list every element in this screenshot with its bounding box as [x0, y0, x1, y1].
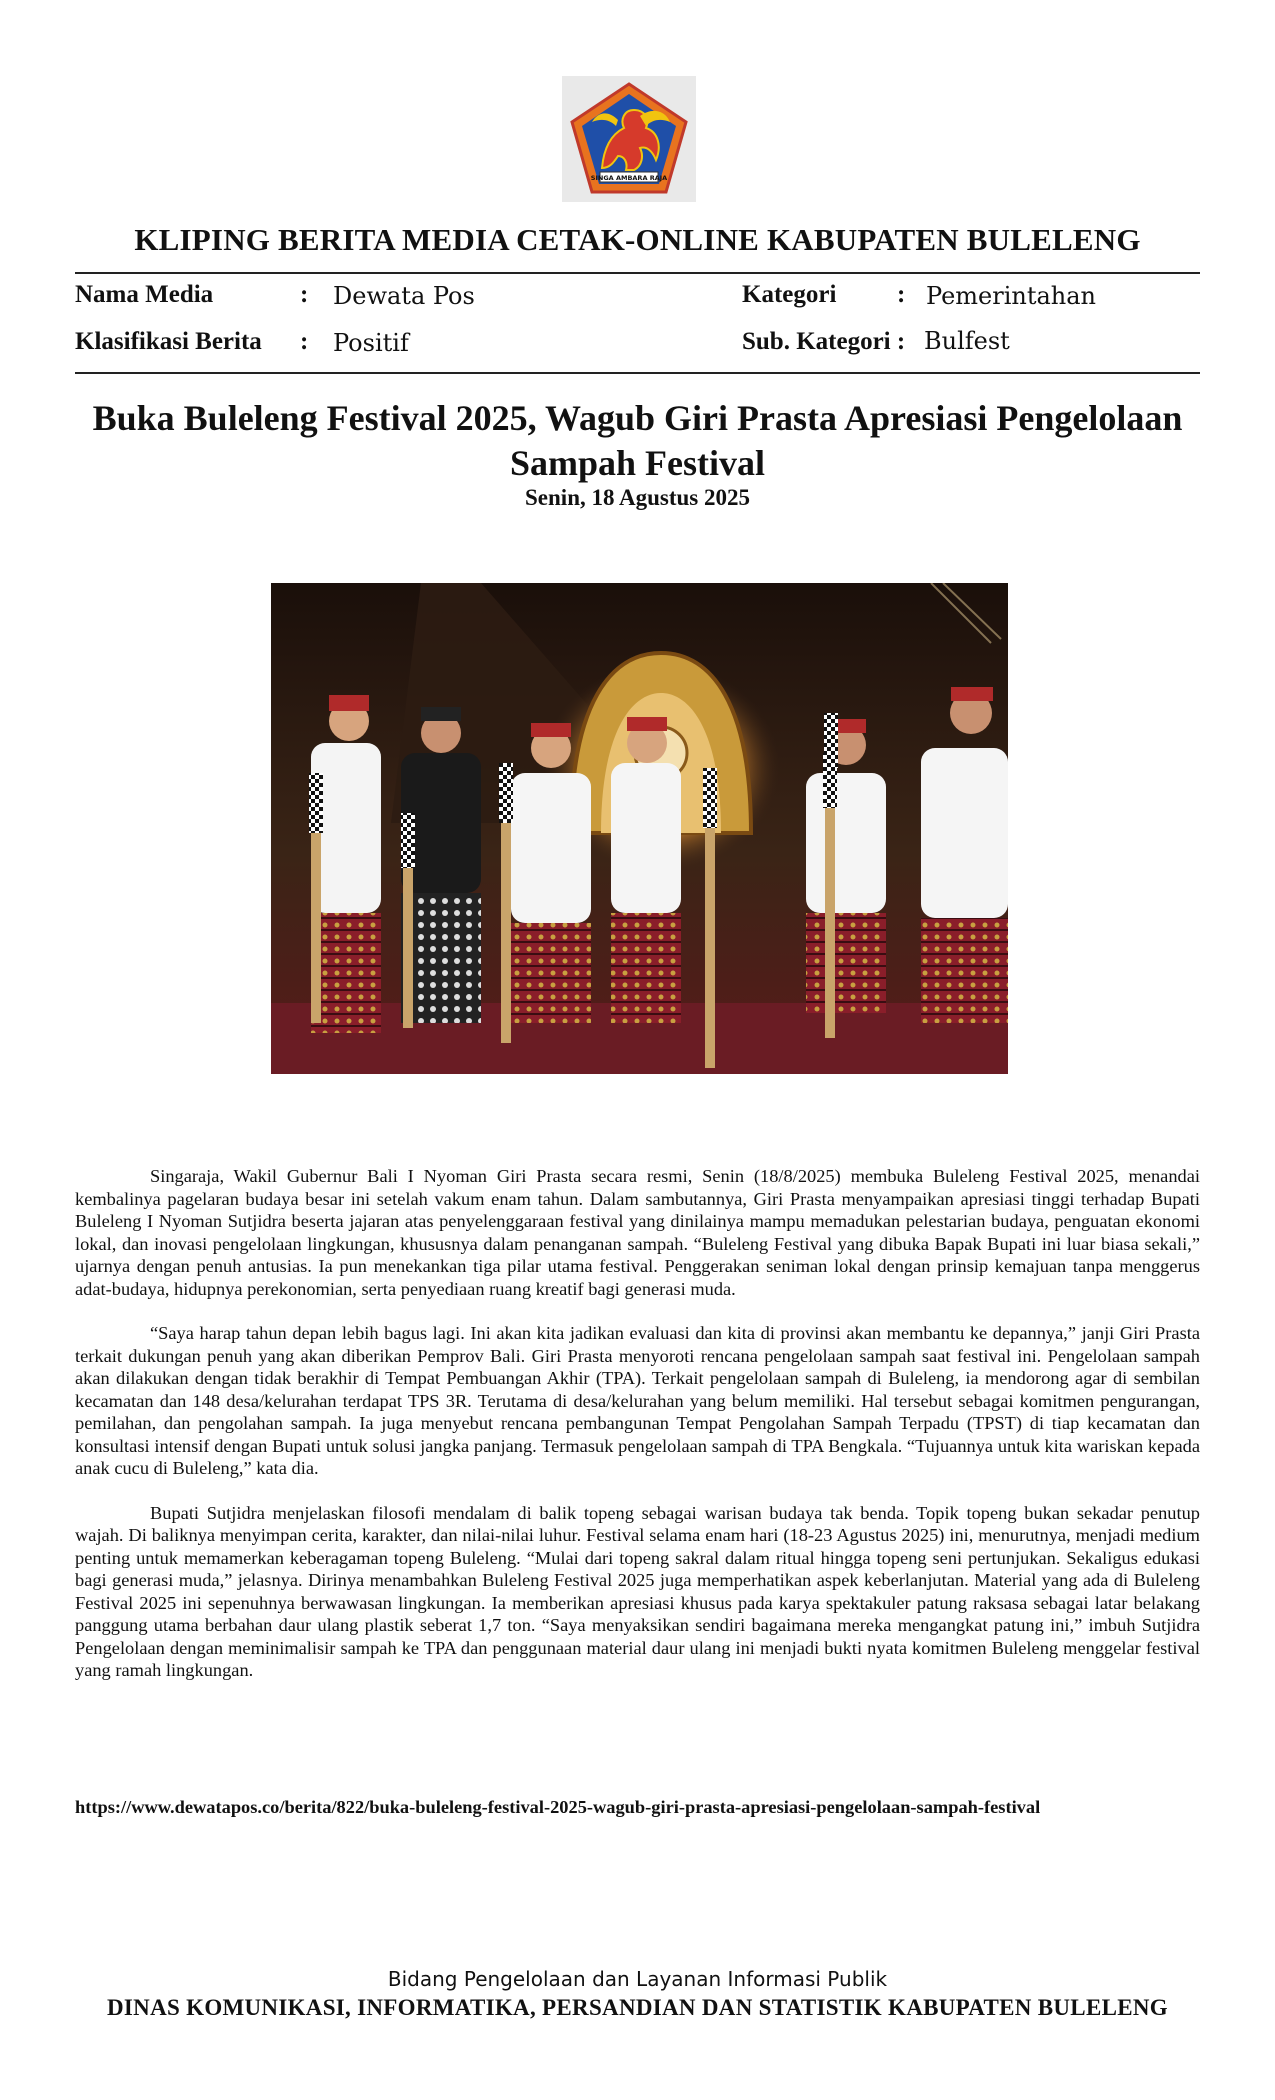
article-date: Senin, 18 Agustus 2025 — [525, 485, 750, 510]
kategori-colon: : — [897, 281, 906, 308]
klasifikasi-row — [75, 328, 262, 356]
klasifikasi-label: Klasifikasi Berita — [75, 328, 262, 355]
nama-media-label: Nama Media — [75, 281, 214, 308]
klasifikasi-colon: : — [300, 328, 309, 355]
article-title: Buka Buleleng Festival 2025, Wagub Giri Prasta Apresiasi Pengelolaan Sampah Festival — [92, 398, 1183, 483]
kategori-label: Kategori — [742, 281, 837, 308]
article-photo — [271, 583, 1008, 1074]
kategori-row — [742, 281, 836, 309]
nama-media-colon: : — [300, 281, 309, 308]
buleleng-regency-logo — [562, 76, 696, 202]
clipping-header-title: KLIPING BERITA MEDIA CETAK-ONLINE KABUPATEN BULELENG — [134, 222, 1141, 257]
sub-kategori-row — [742, 328, 905, 356]
article-paragraph: Singaraja, Wakil Gubernur Bali I Nyoman Giri Prasta secara resmi, Senin (18/8/2025) membuka Buleleng Festival 2025, menandai kembalinya pagelaran budaya besar ini setelah vakum enam tahun. Dalam sambutannya, Giri Prasta menyampaikan apresiasi tinggi terhadap Bupati Buleleng I Nyoman Sutjidra beserta jajaran atas penyelenggaraan festival yang dinilainya mampu memadukan pelestarian budaya, penguatan ekonomi lokal, dan inovasi pengelolaan lingkungan, khususnya dalam penanganan sampah. “Buleleng Festival yang dibuka Bapak Bupati ini luar biasa sekali,” ujarnya dengan penuh antusias. Ia pun menekankan tiga pilar utama festival. Penggerakan seniman lokal dengan prinsip kemajuan tanpa menggerus adat-budaya, hidupnya perekonomian, serta penyediaan ruang kreatif bagi generasi muda. — [75, 1166, 1200, 1299]
sub-kategori-value: Bulfest — [924, 327, 1010, 355]
kategori-value: Pemerintahan — [926, 282, 1097, 310]
article-paragraph: “Saya harap tahun depan lebih bagus lagi. Ini akan kita jadikan evaluasi dan kita di provinsi akan membantu ke depannya,” janji Giri Prasta terkait dukungan penuh yang akan diberikan Pemprov Bali. Giri Prasta menyoroti rencana pengelolaan sampah saat festival ini. Pengelolaan sampah akan dilakukan dengan tidak berakhir di Tempat Pembuangan Akhir (TPA). Terkait pengelolaan sampah di Buleleng, ia mendorong agar di sembilan kecamatan dan 148 desa/kelurahan terdapat TPS 3R. Terutama di desa/kelurahan yang belum memiliki. Hal tersebut sebagai komitmen pengurangan, pemilahan, dan pengolahan sampah. Ia juga menyebut rencana pembangunan Tempat Pengolahan Sampah Terpadu (TPST) di tiap kecamatan dan konsultasi intensif dengan Bupati untuk solusi jangka panjang. Termasuk pengelolaan sampah di TPA Bengkala. “Tujuannya untuk kita wariskan kepada anak cucu di Buleleng,” kata dia. — [75, 1323, 1200, 1478]
footer-office: DINAS KOMUNIKASI, INFORMATIKA, PERSANDIAN DAN STATISTIK KABUPATEN BULELENG — [107, 1995, 1168, 2020]
klasifikasi-value: Positif — [333, 329, 409, 357]
source-url-link[interactable]: https://www.dewatapos.co/berita/822/buka-buleleng-festival-2025-wagub-giri-prasta-apresiasi-pengelolaan-sampah-festival — [75, 1797, 1041, 1817]
nama-media-value: Dewata Pos — [333, 282, 475, 310]
logo-motto: SINGA AMBARA RAJA — [590, 174, 668, 182]
footer-unit: Bidang Pengelolaan dan Layanan Informasi Publik — [387, 1967, 888, 1991]
header-divider-bottom — [75, 372, 1200, 374]
sub-kategori-label: Sub. Kategori : — [742, 328, 906, 355]
article-body — [75, 1165, 1200, 1704]
nama-media-row — [75, 281, 213, 309]
header-divider-top — [75, 272, 1200, 274]
article-paragraph: Bupati Sutjidra menjelaskan filosofi mendalam di balik topeng sebagai warisan budaya tak benda. Topik topeng bukan sekadar penutup wajah. Di baliknya menyimpan cerita, karakter, dan nilai-nilai luhur. Festival selama enam hari (18-23 Agustus 2025) ini, menurutnya, menjadi medium penting untuk memamerkan keberagaman topeng Buleleng. “Mulai dari topeng sakral dalam ritual hingga topeng seni pertunjukan. Sekaligus edukasi bagi generasi muda,” jelasnya. Dirinya menambahkan Buleleng Festival 2025 juga memperhatikan aspek keberlanjutan. Material yang ada di Buleleng Festival 2025 ini sepenuhnya berwawasan lingkungan. Ia memberikan apresiasi khusus pada karya spektakuler patung raksasa sebagai latar belakang panggung utama berbahan daur ulang plastik seberat 1,7 ton. “Saya menyaksikan sendiri bagaimana mereka mengangkat patung ini,” imbuh Sutjidra Pengelolaan dengan meminimalisir sampah ke TPA dan penggunaan material daur ulang ini menjadi bukti nyata komitmen Buleleng menggelar festival yang ramah lingkungan. — [75, 1502, 1200, 1680]
